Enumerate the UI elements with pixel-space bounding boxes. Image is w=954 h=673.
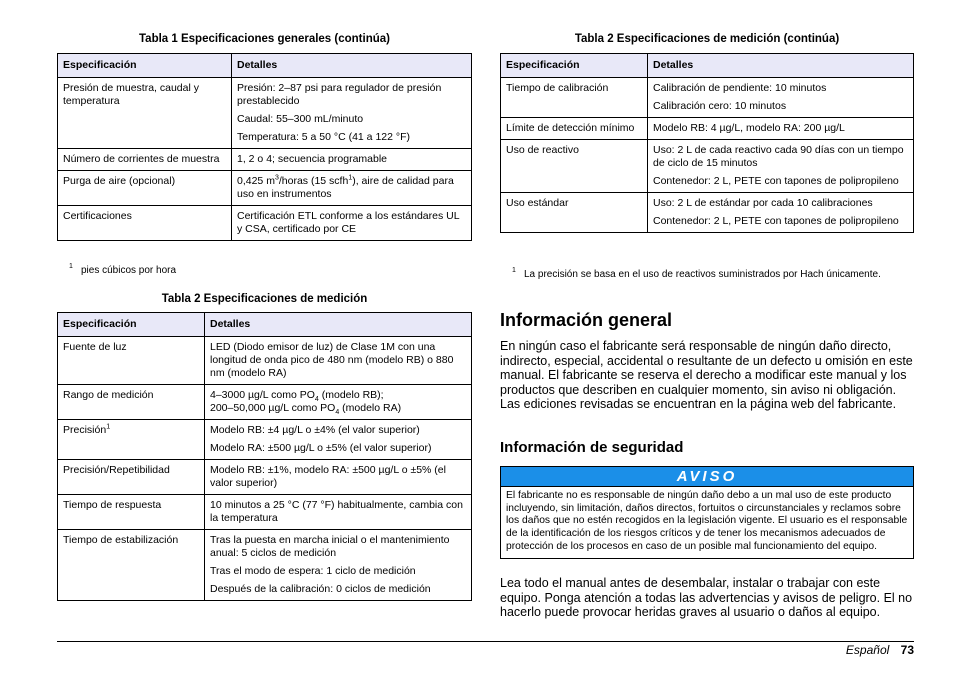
details-line: 4–3000 µg/L como $PO_4$ (modelo RB); [210,389,384,404]
table-row [58,149,472,171]
spec-cell: Precisión/Repetibilidad [58,460,205,495]
spec-cell: Precisión$^1$ [58,420,205,460]
table-row [58,385,472,420]
details-line: Uso: 2 L de estándar por cada 10 calibraciones [653,197,873,209]
table-row [58,460,472,495]
details-line: 10 minutos a 25 °C (77 °F) habitualmente, cambia con la temperatura [210,499,463,524]
details-cell [205,337,472,385]
table-header-row [58,54,472,78]
details-cell [648,193,914,233]
table-row [501,118,914,140]
details-cell [205,460,472,495]
details-line: Caudal: 55–300 mL/minuto [237,113,364,125]
details-line: Calibración de pendiente: 10 minutos [653,82,827,94]
details-line: LED (Diodo emisor de luz) de Clase 1M con una longitud de onda pico de 480 nm (modelo RB) o 880 nm (modelo RA) [210,341,454,379]
general-info-text: En ningún caso el fabricante será responsable de ningún daño directo, indirecto, especial, accidental o resultante de un defecto u omisión en este manual. El fabricante se reserva el derecho a modificar este manual y los productos que describen en cualquier momento, sin aviso ni obligación. Las ediciones revisadas se encuentran en la página web del fabricante. [500,339,913,412]
spec-cell: Presión de muestra, caudal y temperatura [58,78,232,149]
details-line: Después de la calibración: 0 ciclos de medición [210,583,431,595]
footer-divider [57,641,914,642]
notice-title: AVISO [501,467,913,487]
safety-info-heading: Información de seguridad [500,439,684,456]
details-line: Contenedor: 2 L, PETE con tapones de polipropileno [653,175,899,187]
details-line: 0,425 $m^3$/horas (15 scfh$^1$), aire de calidad para uso en instrumentos [237,174,454,200]
column-header: Detalles [648,54,914,78]
details-line: Modelo RB: 4 µg/L, modelo RA: 200 µg/L [653,122,845,134]
column-header: Especificación [501,54,648,78]
details-line: Uso: 2 L de cada reactivo cada 90 días con un tiempo de ciclo de 15 minutos [653,144,904,169]
table-row [58,337,472,385]
table-row [58,530,472,601]
table-row [58,495,472,530]
details-line: Presión: 2–87 psi para regulador de presión prestablecido [237,82,442,107]
table-row [501,140,914,193]
spec-cell: Tiempo de calibración [501,78,648,118]
spec-cell: Rango de medición [58,385,205,420]
details-line: Modelo RB: ±1%, modelo RA: ±500 µg/L o ±5% (el valor superior) [210,464,446,489]
details-cell [205,385,472,420]
details-cell [205,495,472,530]
spec-cell: Tiempo de estabilización [58,530,205,601]
spec-cell: Uso estándar [501,193,648,233]
details-cell [205,420,472,460]
spec-cell: Purga de aire (opcional) [58,171,232,206]
table2-continued-caption: Tabla 2 Especificaciones de medición (continúa) [574,33,840,45]
details-cell [205,530,472,601]
general-info-heading: Información general [500,310,673,330]
table-header-row [501,54,914,78]
safety-info-text: Lea todo el manual antes de desembalar, instalar o trabajar con este equipo. Ponga atención a todas las advertencias y avisos de peligro. El no hacerlo puede provocar heridas graves al usuario o daños al equipo. [500,576,913,620]
footnote-mark: 1 [69,263,73,270]
column-header: Detalles [232,54,472,78]
details-line: Calibración cero: 10 minutos [653,100,787,112]
footnote-text: La precisión se basa en el uso de reactivos suministrados por Hach únicamente. [524,269,881,280]
table-row [58,420,472,460]
table-row [58,206,472,241]
footnote-mark: 1 [512,267,516,274]
details-cell [648,118,914,140]
details-cell [232,149,472,171]
details-cell [648,140,914,193]
table-row [501,78,914,118]
spec-cell: Certificaciones [58,206,232,241]
table1-caption: Tabla 1 Especificaciones generales (continúa) [139,33,390,45]
details-cell [232,171,472,206]
table-row [58,78,472,149]
column-header: Especificación [58,313,205,337]
details-line: Modelo RB: ±4 µg/L o ±4% (el valor superior) [210,424,420,436]
details-line: Tras la puesta en marcha inicial o el mantenimiento anual: 5 ciclos de medición [210,534,450,559]
column-header: Detalles [205,313,472,337]
notice-text: El fabricante no es responsable de ningún daño debo a un mal uso de este producto incluyendo, sin limitación, daños directos, fortuitos o circunstanciales y reclamos sobre los daños que no estén recogidos en la legislación vigente. El usuario es el responsable de la identificación de los riesgos críticos y de tener los mecanismos adecuados de protección de los procesos en caso de un posible mal funcionamiento del equipo. [506,490,908,552]
details-line: Certificación ETL conforme a los estándares UL y CSA, certificado por CE [237,210,460,235]
notice-box [500,466,914,559]
footnote-text: pies cúbicos por hora [81,265,177,276]
table1-footnote [69,264,469,277]
spec-cell: Tiempo de respuesta [58,495,205,530]
column-header: Especificación [58,54,232,78]
details-cell [232,206,472,241]
spec-cell: Número de corrientes de muestra [58,149,232,171]
details-line: Temperatura: 5 a 50 °C (41 a 122 °F) [237,131,410,143]
spec-cell: Fuente de luz [58,337,205,385]
table-header-row [58,313,472,337]
details-cell [232,78,472,149]
details-line: Modelo RA: ±500 µg/L o ±5% (el valor superior) [210,442,432,454]
footer-language: Español [845,643,890,657]
measurement-specs-continued-table [500,53,914,233]
general-specs-table [57,53,472,241]
page-number: 73 [900,643,914,657]
spec-cell: Límite de detección mínimo [501,118,648,140]
table2-caption: Tabla 2 Especificaciones de medición [161,293,368,305]
details-cell [648,78,914,118]
page-footer [846,643,914,657]
measurement-specs-table [57,312,472,601]
details-line: Contenedor: 2 L, PETE con tapones de polipropileno [653,215,899,227]
details-line: Tras el modo de espera: 1 ciclo de medición [210,565,416,577]
details-line: 1, 2 o 4; secuencia programable [237,153,388,165]
details-line: 200–50,000 µg/L como $PO_4$ (modelo RA) [210,402,402,417]
spec-cell: Uso de reactivo [501,140,648,193]
table-row [58,171,472,206]
table2-footnote [512,268,904,281]
table-row [501,193,914,233]
